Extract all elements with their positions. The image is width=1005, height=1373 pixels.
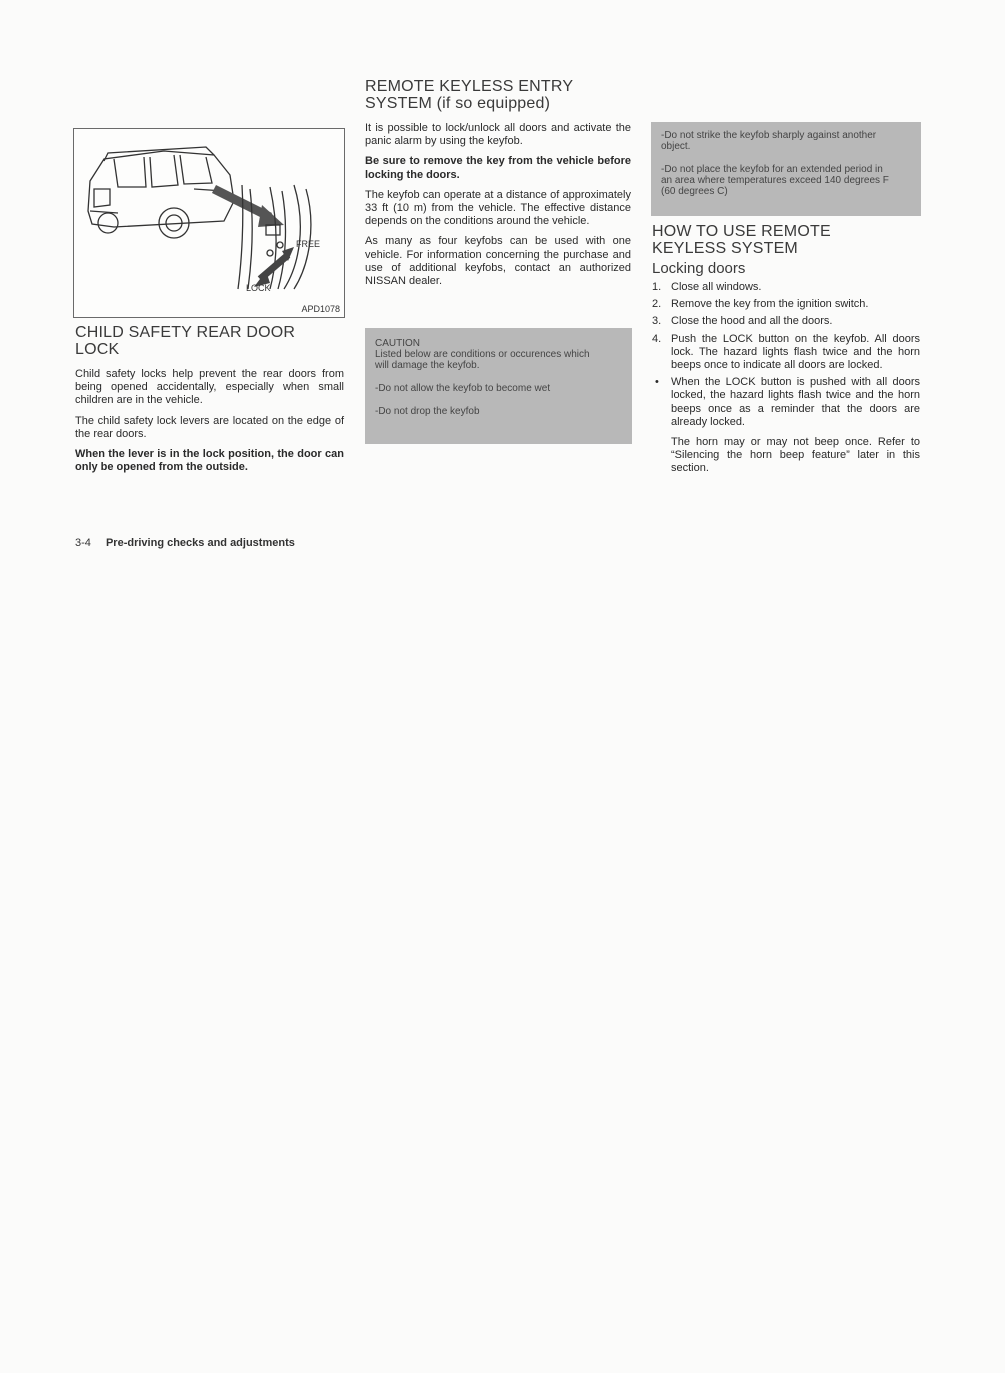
- remote-keyless-heading: REMOTE KEYLESS ENTRY SYSTEM (if so equipped): [365, 78, 573, 112]
- remote-paragraph-3: The keyfob can operate at a distance of approximately 33 ft (10 m) from the vehicle. The effective distance depends on the conditions around the vehicle.: [365, 188, 631, 228]
- remote-warning: Be sure to remove the key from the vehicle before locking the doors.: [365, 155, 631, 181]
- step-2: 2. Remove the key from the ignition switch.: [652, 298, 869, 311]
- figure-code: APD1078: [301, 304, 340, 314]
- step-1: 1. Close all windows.: [652, 281, 762, 293]
- child-safety-warning: When the lever is in the lock position, the door can only be opened from the outside.: [75, 448, 344, 474]
- caution-item-drop: -Do not drop the keyfob: [375, 406, 480, 417]
- caution-title: CAUTION: [375, 338, 420, 349]
- remote-paragraph-4: As many as four keyfobs can be used with one vehicle. For information concerning the purchase and use of additional keyfobs, contact an authorized NISSAN dealer.: [365, 235, 631, 288]
- left-column: [75, 324, 344, 474]
- caution-item-temperature: -Do not place the keyfob for an extended period in an area where temperatures exceed 140 degrees F (60 degrees C): [661, 164, 889, 197]
- chapter-title: Pre-driving checks and adjustments: [105, 537, 295, 549]
- horn-note: The horn may or may not beep once. Refer to “Silencing the horn beep feature” later in this section.: [671, 436, 920, 475]
- child-lock-illustration: [73, 128, 345, 318]
- child-safety-paragraph-1: Child safety locks help prevent the rear doors from being opened accidentally, especially when small children are in the vehicle.: [75, 368, 344, 407]
- free-label: FREE: [296, 239, 321, 249]
- caution-box-continued: [651, 122, 921, 216]
- caution-item-strike: -Do not strike the keyfob sharply against another object.: [661, 130, 877, 152]
- middle-column: [365, 78, 631, 288]
- locking-steps-list: [652, 281, 920, 372]
- vehicle-door-lock-drawing: [74, 129, 344, 317]
- lock-label: LOCK: [246, 283, 271, 293]
- how-to-use-heading: HOW TO USE REMOTE KEYLESS SYSTEM: [652, 223, 831, 257]
- step-3: 3. Close the hood and all the doors.: [652, 315, 833, 328]
- right-column: [652, 223, 920, 476]
- step-4: 4. Push the LOCK button on the keyfob. All doors lock. The hazard lights flash twice and the horn beeps once to indicate all doors are locked.: [652, 332, 920, 372]
- child-safety-paragraph-2: The child safety lock levers are located on the edge of the rear doors.: [75, 414, 344, 440]
- lock-reminder-bullet: • When the LOCK button is pushed with all doors locked, the hazard lights flash twice and the horn beeps once as a reminder that the doors are already locked.: [655, 376, 920, 428]
- caution-intro: Listed below are conditions or occurences which will damage the keyfob.: [375, 349, 590, 371]
- page-footer: [75, 537, 295, 549]
- child-safety-heading: CHILD SAFETY REAR DOOR LOCK: [75, 324, 296, 358]
- remote-paragraph-1: It is possible to lock/unlock all doors and activate the panic alarm by using the keyfob.: [365, 122, 631, 148]
- locking-doors-heading: Locking doors: [652, 260, 746, 277]
- caution-box: [365, 328, 632, 444]
- page-number: 3-4: [75, 537, 91, 549]
- caution-item-wet: -Do not allow the keyfob to become wet: [375, 383, 551, 394]
